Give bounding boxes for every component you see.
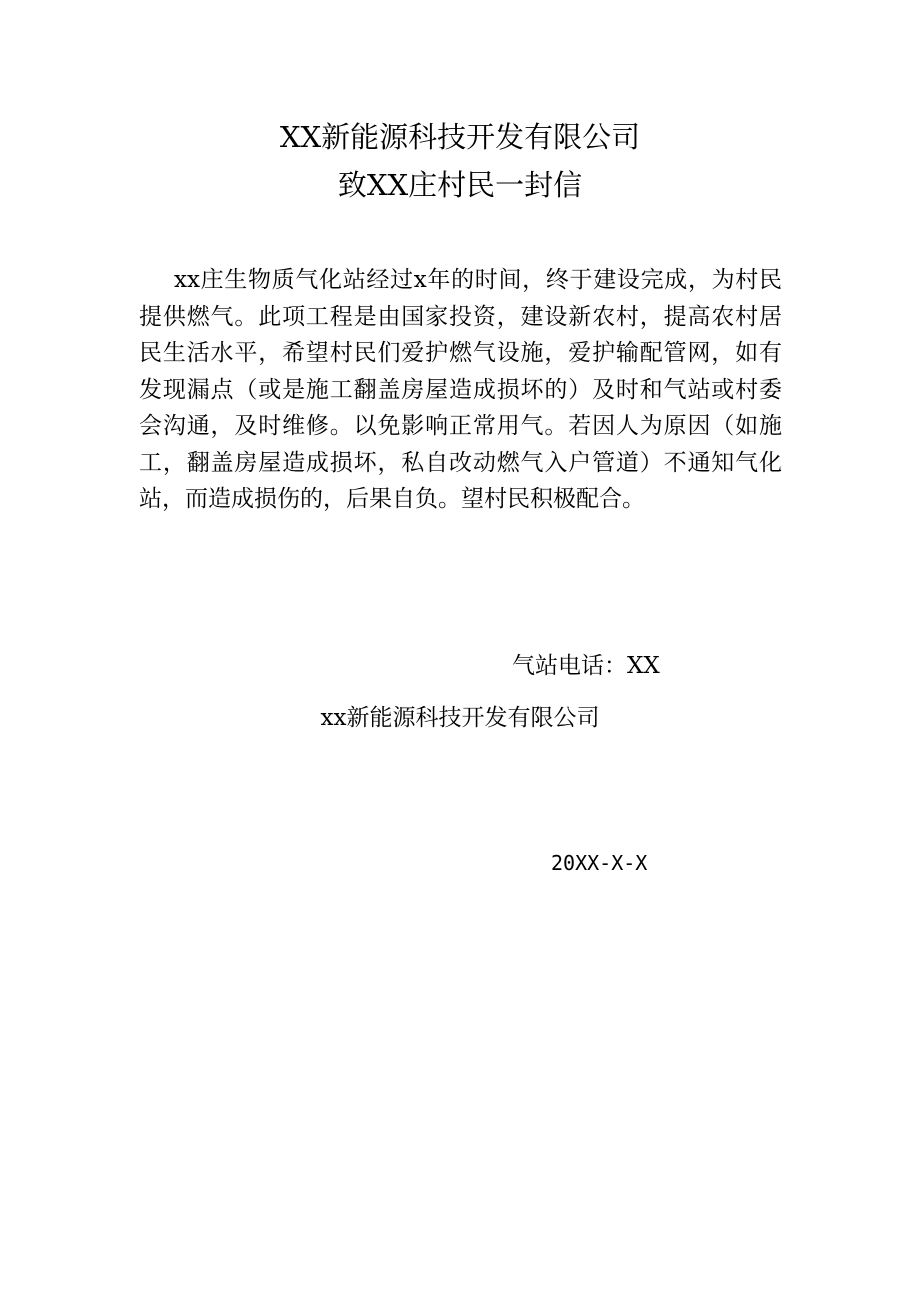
letter-date: 20XX-X-X (551, 851, 648, 875)
letter-body-paragraph: xx庄生物质气化站经过x年的时间，终于建设完成，为村民提供燃气。此项工程是由国家投资，建设新农村，提高农村居民生活水平，希望村民们爱护燃气设施，爱护输配管网，如有发现漏点（或是施工翻盖房屋造成损坏的）及时和气站或村委会沟通，及时维修。以免影响正常用气。若因人为原因（如施工，翻盖房屋造成损坏，私自改动燃气入户管道）不通知气化站，而造成损伤的，后果自负。望村民积极配合。 (139, 267, 782, 512)
station-phone-line: 气站电话：XX (512, 653, 660, 679)
document-title-letter: 致XX庄村民一封信 (337, 168, 583, 202)
company-signature: xx新能源科技开发有限公司 (320, 705, 600, 731)
document-title-company: XX新能源科技开发有限公司 (279, 120, 641, 154)
